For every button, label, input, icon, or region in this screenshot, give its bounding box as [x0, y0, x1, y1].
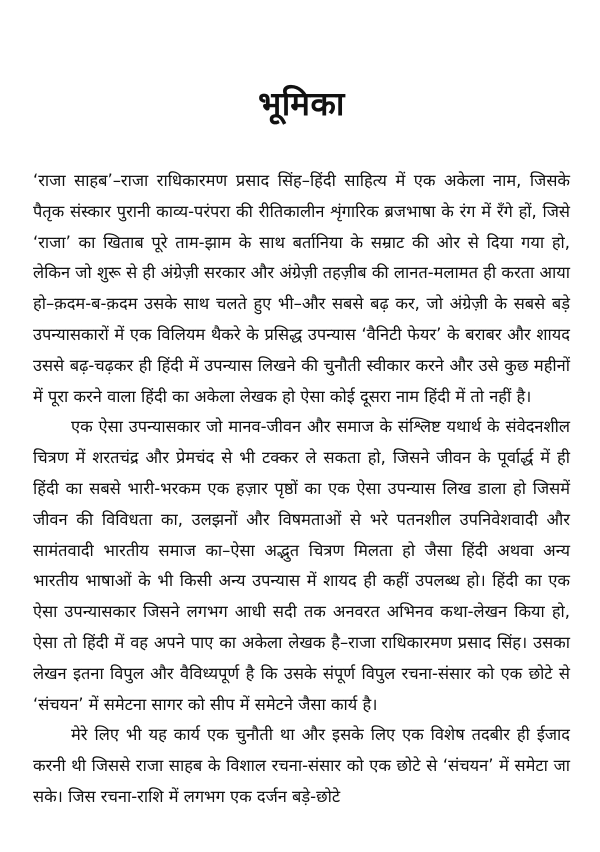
paragraph-1: ‘राजा साहब’–राजा राधिकारमण प्रसाद सिंह–हिंदी साहित्य में एक अकेला नाम, जिसके पैतृक संस्कार पुरानी काव्य-परंपरा की रीतिकालीन शृंगारिक ब्रजभाषा के रंग में रँगे हों, जिसे ‘राजा’ का खिताब पूरे ताम-झाम के साथ बर्तानिया के सम्राट की ओर से दिया गया हो, लेकिन जो शुरू से ही अंग्रेज़ी सरकार और अंग्रेज़ी तहज़ीब की लानत-मलामत ही करता आया हो–क़दम-ब-क़दम उसके साथ चलते हुए भी–और सबसे बढ़ कर, जो अंग्रेज़ी के सबसे बड़े उपन्यासकारों में एक विलियम थैकरे के प्रसिद्ध उपन्यास ‘वैनिटी फेयर’ के बराबर और शायद उससे बढ़-चढ़कर ही हिंदी में उपन्यास लिखने की चुनौती स्वीकार करने और उसे कुछ महीनों में पूरा करने वाला हिंदी का अकेला लेखक हो ऐसा कोई दूसरा नाम हिंदी में तो नहीं है।: [33, 171, 570, 406]
paragraph-3: मेरे लिए भी यह कार्य एक चुनौती था और इसके लिए एक विशेष तदबीर ही ईजाद करनी थी जिससे राजा साहब के विशाल रचना-संसार को एक छोटे से ‘संचयन’ में समेटा जा सके। जिस रचना-राशि में लगभग एक दर्जन बड़े-छोटे: [33, 725, 570, 806]
paragraph-2: एक ऐसा उपन्यासकार जो मानव-जीवन और समाज के संश्लिष्ट यथार्थ के संवेदनशील चित्रण में शरतचंद्र और प्रेमचंद से भी टक्कर ले सकता हो, जिसने जीवन के पूर्वार्द्ध में ही हिंदी का सबसे भारी-भरकम एक हज़ार पृष्ठों का एक ऐसा उपन्यास लिख डाला हो जिसमें जीवन की विविधता का, उलझनों और विषमताओं से भरे पतनशील उपनिवेशवादी और सामंतवादी भारतीय समाज का–ऐसा अद्भुत चित्रण मिलता हो जैसा हिंदी अथवा अन्य भारतीय भाषाओं के भी किसी अन्य उपन्यास में शायद ही कहीं उपलब्ध हो। हिंदी का एक ऐसा उपन्यासकार जिसने लगभग आधी सदी तक अनवरत अभिनव कथा-लेखन किया हो, ऐसा तो हिंदी में वह अपने पाए का अकेला लेखक है–राजा राधिकारमण प्रसाद सिंह। उसका लेखन इतना विपुल और वैविध्यपूर्ण है कि उसके संपूर्ण विपुल रचना-संसार को एक छोटे से ‘संचयन’ में समेटना सागर को सीप में समेटने जैसा कार्य है।: [33, 417, 570, 714]
page-title: भूमिका: [258, 84, 345, 123]
